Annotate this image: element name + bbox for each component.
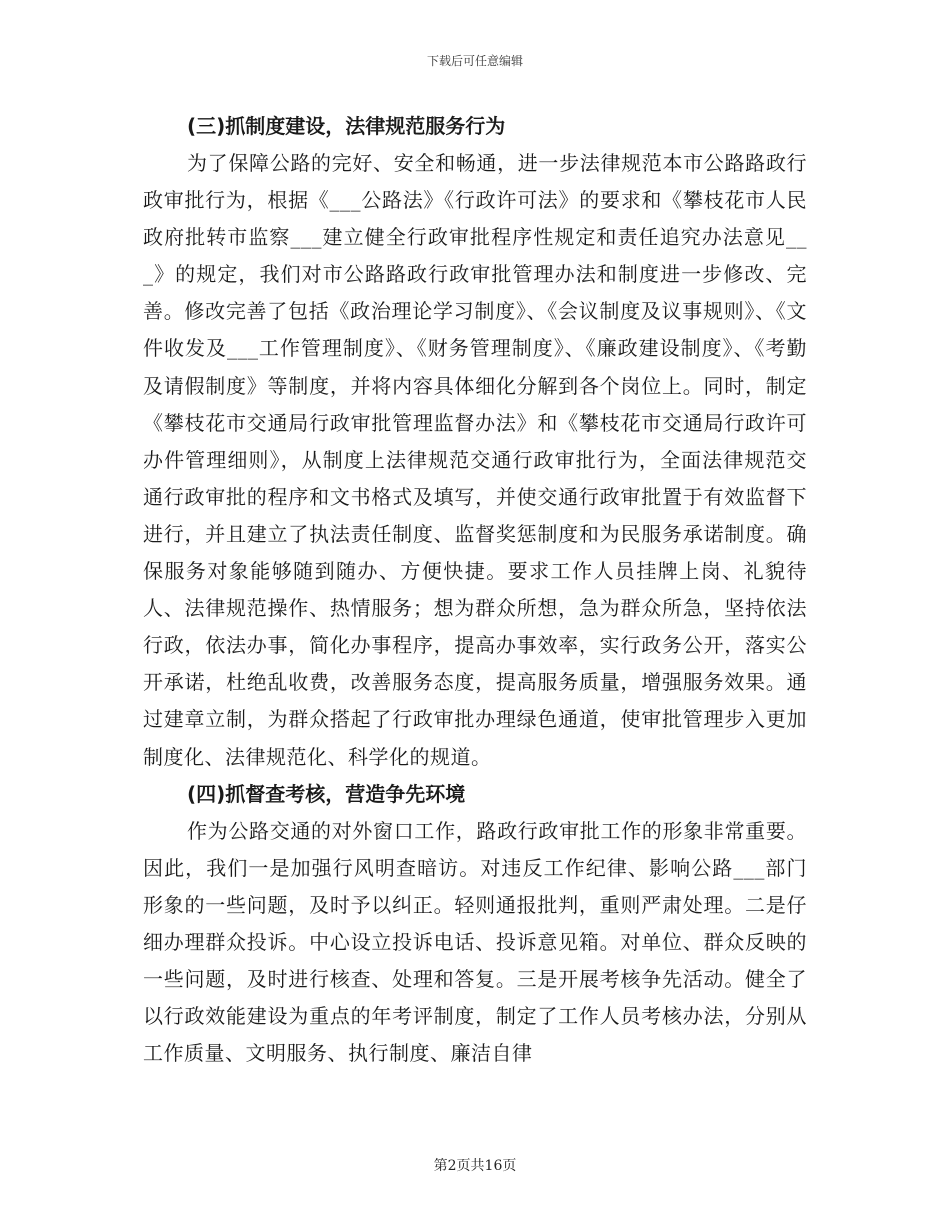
section-3-paragraph: 为了保障公路的完好、安全和畅通，进一步法律规范本市公路路政行政审批行为，根据《___公路法》《行政许可法》的要求和《攀枝花市人民政府批转市监察___建立健全行政审批程序性规定和责任追究办法意见___》的规定，我们对市公路路政行政审批管理办法和制度进一步修改、完善。修改完善了包括《政治理论学习制度》、《会议制度及议事规则》、《文件收发及___工作管理制度》、《财务管理制度》、《廉政建设制度》、《考勤及请假制度》等制度，并将内容具体细化分解到各个岗位上。同时，制定《攀枝花市交通局行政审批管理监督办法》和《攀枝花市交通局行政许可办件管理细则》，从制度上法律规范交通行政审批行为，全面法律规范交通行政审批的程序和文书格式及填写，并使交通行政审批置于有效监督下进行，并且建立了执法责任制度、监督奖惩制度和为民服务承诺制度。确保服务对象能够随到随办、方便快捷。要求工作人员挂牌上岗、礼貌待人、法律规范操作、热情服务；想为群众所想，急为群众所急，坚持依法行政，依法办事，简化办事程序，提高办事效率，实行政务公开，落实公开承诺，杜绝乱收费，改善服务态度，提高服务质量，增强服务效果。通过建章立制，为群众搭起了行政审批办理绿色通道，使审批管理步入更加制度化、法律规范化、科学化的规道。 bbox=[143, 151, 807, 769]
section-3-heading: (三)抓制度建设，法律规范服务行为 bbox=[187, 114, 506, 138]
page-number: 第2页共16页 bbox=[433, 1158, 517, 1174]
section-4-paragraph: 作为公路交通的对外窗口工作，路政行政审批工作的形象非常重要。因此，我们一是加强行风明查暗访。对违反工作纪律、影响公路___部门形象的一些问题，及时予以纠正。轻则通报批判，重则严肃处理。二是仔细办理群众投诉。中心设立投诉电话、投诉意见箱。对单位、群众反映的一些问题，及时进行核查、处理和答复。三是开展考核争先活动。健全了以行政效能建设为重点的年考评制度，制定了工作人员考核办法，分别从工作质量、文明服务、执行制度、廉洁自律 bbox=[143, 818, 807, 1066]
document-body bbox=[143, 108, 807, 1072]
page-header-note: 下载后可任意编辑 bbox=[426, 54, 523, 68]
section-4-heading: (四)抓督查考核，营造争先环境 bbox=[187, 781, 466, 806]
